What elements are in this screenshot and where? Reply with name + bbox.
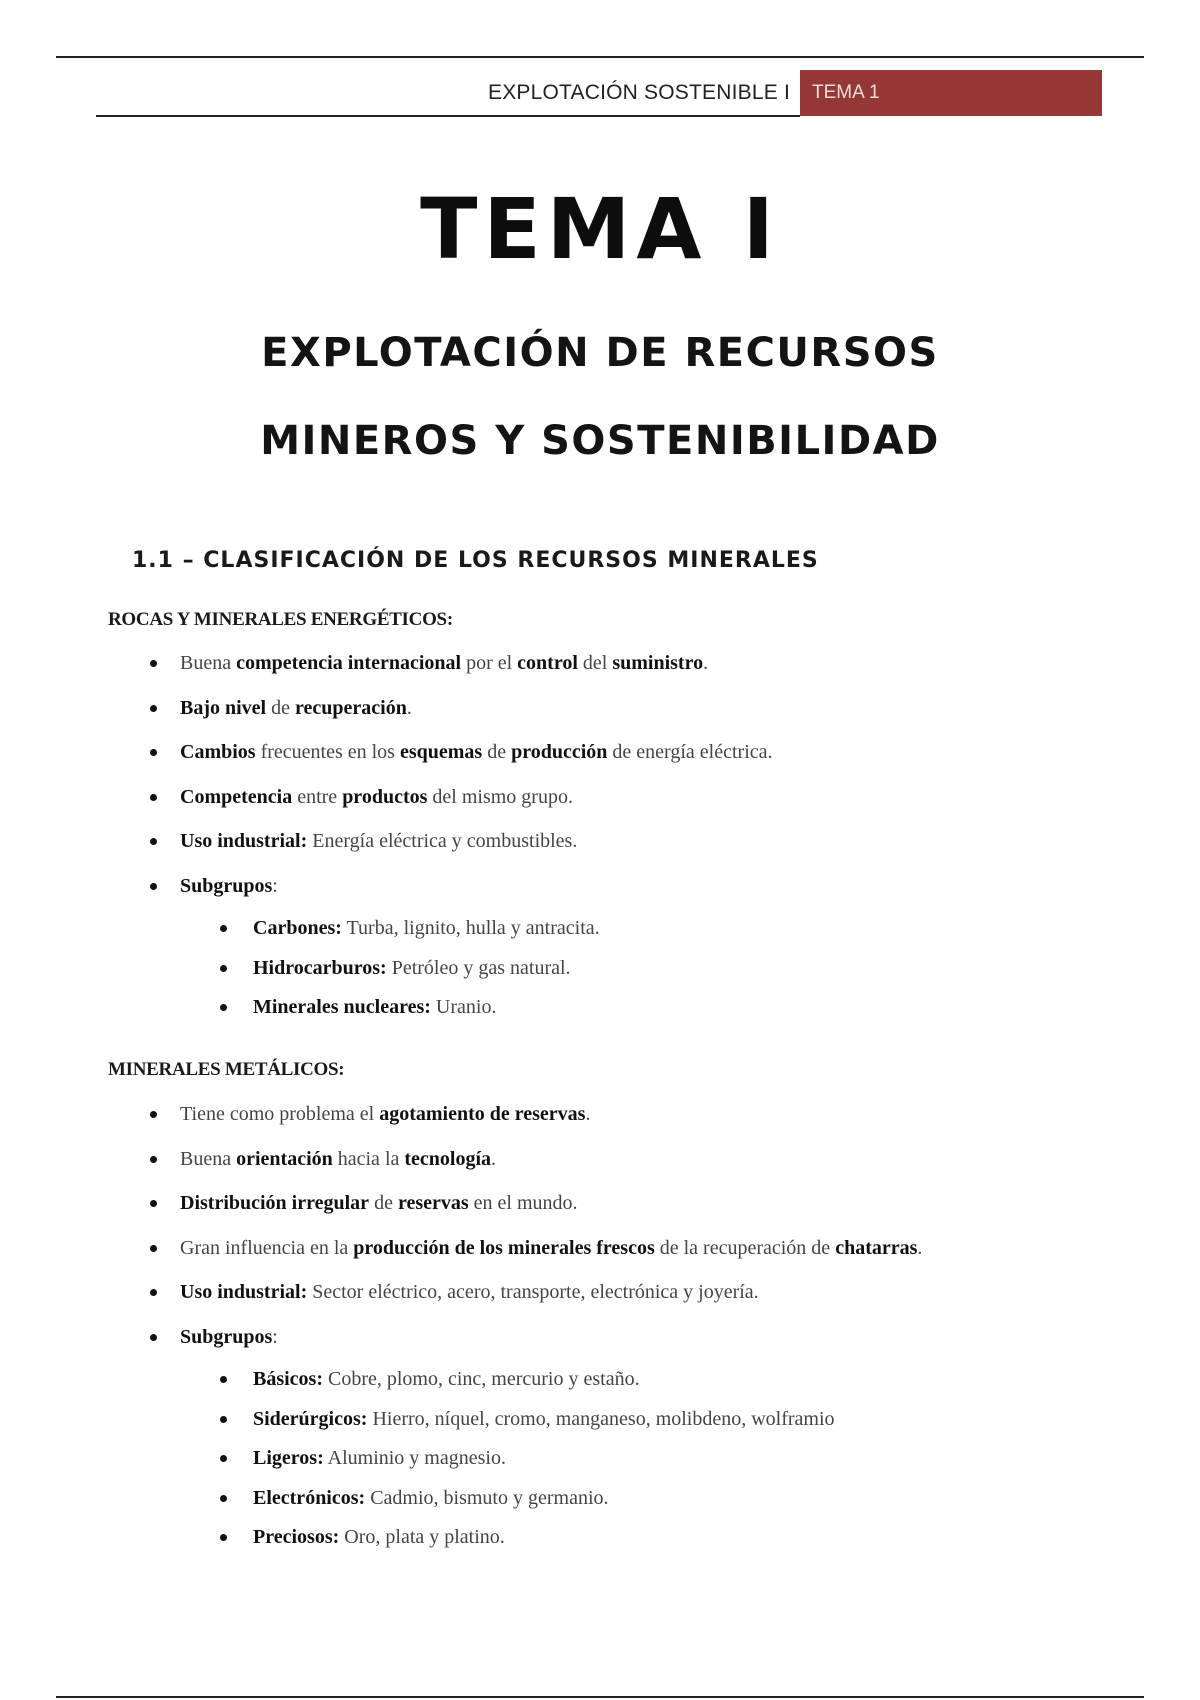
list-item bbox=[253, 956, 600, 996]
bullet-icon bbox=[220, 1376, 227, 1383]
bold-text: chatarras bbox=[835, 1236, 918, 1259]
bold-text: Competencia bbox=[180, 785, 293, 808]
text: . bbox=[491, 1147, 497, 1170]
list-item bbox=[253, 1486, 835, 1526]
section-heading: 1.1 – CLASIFICACIÓN DE LOS RECURSOS MINERALES bbox=[132, 548, 819, 573]
bold-text: Ligeros: bbox=[253, 1447, 324, 1469]
bold-text: tecnología bbox=[404, 1147, 492, 1170]
text: : bbox=[272, 874, 278, 897]
text: hacia la bbox=[332, 1147, 405, 1170]
list-item bbox=[253, 1446, 835, 1486]
bullet-icon bbox=[150, 838, 157, 845]
bold-text: control bbox=[517, 652, 578, 674]
text: Hierro, níquel, cromo, manganeso, molibdeno, wolframio bbox=[367, 1407, 835, 1430]
bullet-icon bbox=[150, 660, 157, 667]
text: de bbox=[482, 741, 512, 763]
text: . bbox=[406, 696, 412, 719]
top-rule bbox=[56, 56, 1144, 58]
text: Petróleo y gas natural. bbox=[386, 956, 571, 979]
bold-text: Siderúrgicos: bbox=[253, 1407, 368, 1430]
page-title: TEMA I bbox=[420, 180, 780, 278]
text: del bbox=[577, 652, 613, 674]
bold-text: suministro bbox=[612, 652, 704, 674]
page-header bbox=[96, 70, 1102, 118]
list-item bbox=[180, 1325, 922, 1370]
list-item bbox=[180, 1102, 922, 1147]
bold-text: Uso industrial: bbox=[180, 1281, 308, 1303]
list-item bbox=[180, 1147, 922, 1192]
bold-text: Subgrupos bbox=[180, 1325, 273, 1348]
bullet-icon bbox=[150, 1111, 157, 1118]
text: Turba, lignito, hulla y antracita. bbox=[341, 917, 600, 939]
bullet-icon bbox=[150, 1200, 157, 1207]
header-underline bbox=[96, 115, 800, 117]
bullet-icon bbox=[220, 1004, 227, 1011]
text: Oro, plata y platino. bbox=[339, 1526, 505, 1548]
bullet-icon bbox=[220, 925, 227, 932]
list-item bbox=[253, 1367, 835, 1407]
header-tab-badge: TEMA 1 bbox=[800, 70, 1102, 116]
bold-text: Electrónicos: bbox=[253, 1486, 366, 1509]
list-item bbox=[180, 1191, 922, 1236]
text: . bbox=[585, 1103, 591, 1125]
text: . bbox=[703, 652, 709, 674]
bold-text: Uso industrial: bbox=[180, 830, 308, 852]
text: frecuentes en los bbox=[255, 741, 400, 763]
text: Cadmio, bismuto y germanio. bbox=[365, 1486, 609, 1509]
bold-text: competencia internacional bbox=[236, 652, 462, 674]
text: en el mundo. bbox=[468, 1192, 578, 1214]
list-item bbox=[180, 740, 773, 785]
text: de bbox=[266, 696, 296, 719]
list-item bbox=[180, 874, 773, 919]
bold-text: Minerales nucleares: bbox=[253, 996, 431, 1018]
bottom-rule bbox=[56, 1696, 1144, 1698]
bold-text: Cambios bbox=[180, 741, 256, 763]
bullet-icon bbox=[150, 1156, 157, 1163]
list-item bbox=[253, 1407, 835, 1447]
bullet-icon bbox=[150, 749, 157, 756]
list-item bbox=[180, 1236, 922, 1281]
header-title: EXPLOTACIÓN SOSTENIBLE I bbox=[488, 81, 790, 104]
text: de energía eléctrica. bbox=[607, 741, 773, 763]
bold-text: agotamiento de reservas bbox=[379, 1103, 586, 1125]
text: del mismo grupo. bbox=[427, 785, 573, 808]
bullet-icon bbox=[150, 705, 157, 712]
text: Buena bbox=[180, 1147, 237, 1170]
list-item bbox=[253, 995, 600, 1035]
text: entre bbox=[292, 785, 343, 808]
text: Gran influencia en la bbox=[180, 1236, 354, 1259]
energeticos-list bbox=[180, 651, 773, 918]
list-item bbox=[180, 651, 773, 696]
text: Buena bbox=[180, 652, 237, 674]
list-item bbox=[253, 1525, 835, 1565]
bold-text: Básicos: bbox=[253, 1368, 323, 1390]
text: Energía eléctrica y combustibles. bbox=[307, 830, 578, 852]
bold-text: reservas bbox=[397, 1192, 469, 1214]
text: Sector eléctrico, acero, transporte, electrónica y joyería. bbox=[307, 1281, 759, 1303]
list-item bbox=[180, 785, 773, 830]
bold-text: producción bbox=[511, 741, 608, 763]
text: : bbox=[272, 1325, 278, 1348]
bullet-icon bbox=[220, 1416, 227, 1423]
bold-text: producción de los minerales frescos bbox=[353, 1236, 655, 1259]
text: Cobre, plomo, cinc, mercurio y estaño. bbox=[323, 1368, 640, 1390]
text: por el bbox=[461, 652, 518, 674]
energeticos-subgroups-list bbox=[253, 916, 600, 1035]
bullet-icon bbox=[150, 1245, 157, 1252]
bold-text: recuperación bbox=[295, 696, 407, 719]
list-item bbox=[180, 1280, 922, 1325]
text: Aluminio y magnesio. bbox=[323, 1447, 506, 1469]
metalicos-list bbox=[180, 1102, 922, 1369]
subtitle-line-1: EXPLOTACIÓN DE RECURSOS bbox=[261, 330, 939, 376]
text: . bbox=[917, 1236, 923, 1259]
bold-text: Preciosos: bbox=[253, 1526, 340, 1548]
bold-text: Hidrocarburos: bbox=[253, 956, 387, 979]
bullet-icon bbox=[150, 883, 157, 890]
bold-text: productos bbox=[342, 785, 428, 808]
text: de bbox=[369, 1192, 398, 1214]
bullet-icon bbox=[150, 1289, 157, 1296]
text: de la recuperación de bbox=[654, 1236, 836, 1259]
bold-text: esquemas bbox=[399, 741, 483, 763]
bullet-icon bbox=[220, 1495, 227, 1502]
list-item bbox=[180, 696, 773, 741]
list-item bbox=[253, 916, 600, 956]
list-item bbox=[180, 829, 773, 874]
text: Tiene como problema el bbox=[180, 1103, 380, 1125]
bullet-icon bbox=[220, 965, 227, 972]
text: Uranio. bbox=[430, 996, 497, 1018]
metalicos-subgroups-list bbox=[253, 1367, 835, 1565]
bold-text: Distribución irregular bbox=[180, 1192, 370, 1214]
subtitle-line-2: MINEROS Y SOSTENIBILIDAD bbox=[260, 418, 940, 464]
bullet-icon bbox=[220, 1534, 227, 1541]
group-heading-energeticos: ROCAS Y MINERALES ENERGÉTICOS: bbox=[108, 609, 453, 630]
bullet-icon bbox=[150, 1334, 157, 1341]
bold-text: Carbones: bbox=[253, 917, 342, 939]
bold-text: Bajo nivel bbox=[180, 696, 267, 719]
bold-text: orientación bbox=[236, 1147, 333, 1170]
bullet-icon bbox=[220, 1455, 227, 1462]
group-heading-metalicos: MINERALES METÁLICOS: bbox=[108, 1059, 345, 1080]
bold-text: Subgrupos bbox=[180, 874, 273, 897]
bullet-icon bbox=[150, 794, 157, 801]
